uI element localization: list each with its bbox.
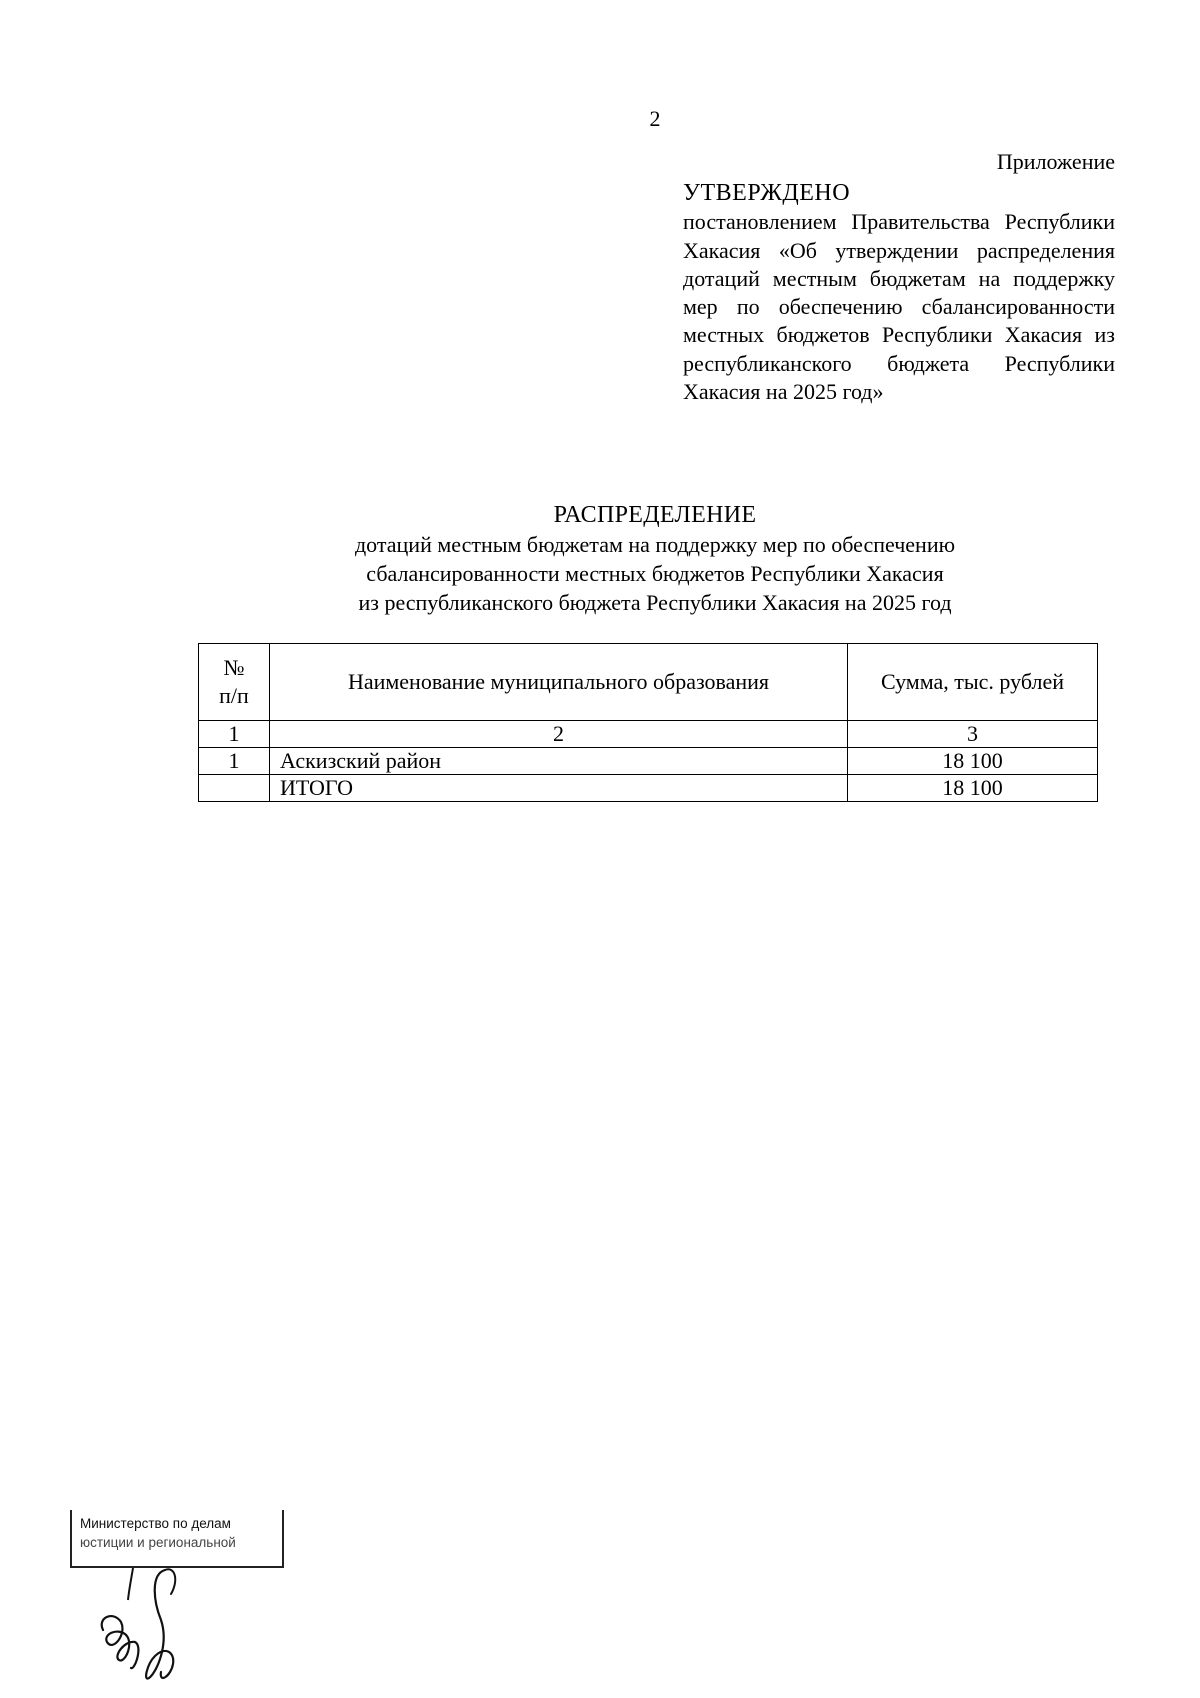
- column-number-1: 1: [199, 721, 270, 748]
- table-header-row: [199, 644, 1098, 721]
- approved-label: УТВЕРЖДЕНО: [683, 180, 851, 207]
- total-label: ИТОГО: [270, 775, 848, 802]
- header-name: Наименование муниципального образования: [270, 644, 848, 721]
- approval-block: [683, 148, 1115, 406]
- row-number: 1: [199, 748, 270, 775]
- column-number-2: 2: [270, 721, 848, 748]
- title-block: [230, 500, 1080, 617]
- stamp-line-1: Министерство по делам: [80, 1516, 231, 1531]
- header-number: [199, 644, 270, 721]
- row-municipality: Аскизский район: [270, 748, 848, 775]
- stamp-line-2: юстиции и региональной: [80, 1535, 236, 1550]
- page-number: 2: [649, 106, 661, 131]
- allocation-table: [198, 643, 1098, 802]
- appendix-label: Приложение: [996, 149, 1115, 174]
- approval-text: постановлением Правительства Республики Хакасия «Об утверждении распределения дотаций местным бюджетам на поддержку мер по обеспечению сбалансированности местных бюджетов Республики Хакасия из республиканского бюджета Республики Хакасия на 2025 год»: [683, 209, 1115, 405]
- table-row: [199, 748, 1098, 775]
- total-row: [199, 775, 1098, 802]
- header-number-abbrev: п/п: [219, 683, 249, 708]
- column-number-row: [199, 721, 1098, 748]
- total-number: [199, 775, 270, 802]
- document-subtitle: дотаций местным бюджетам на поддержку мер по обеспечению сбалансированности местных бюджетов Республики Хакасия из республиканского бюджета Республики Хакасия на 2025 год: [354, 532, 956, 615]
- signature: [95, 1560, 215, 1690]
- row-sum: 18 100: [848, 748, 1098, 775]
- total-sum: 18 100: [848, 775, 1098, 802]
- header-sum: Сумма, тыс. рублей: [848, 644, 1098, 721]
- header-number-sign: №: [223, 655, 245, 680]
- column-number-3: 3: [848, 721, 1098, 748]
- document-title: РАСПРЕДЕЛЕНИЕ: [553, 502, 757, 528]
